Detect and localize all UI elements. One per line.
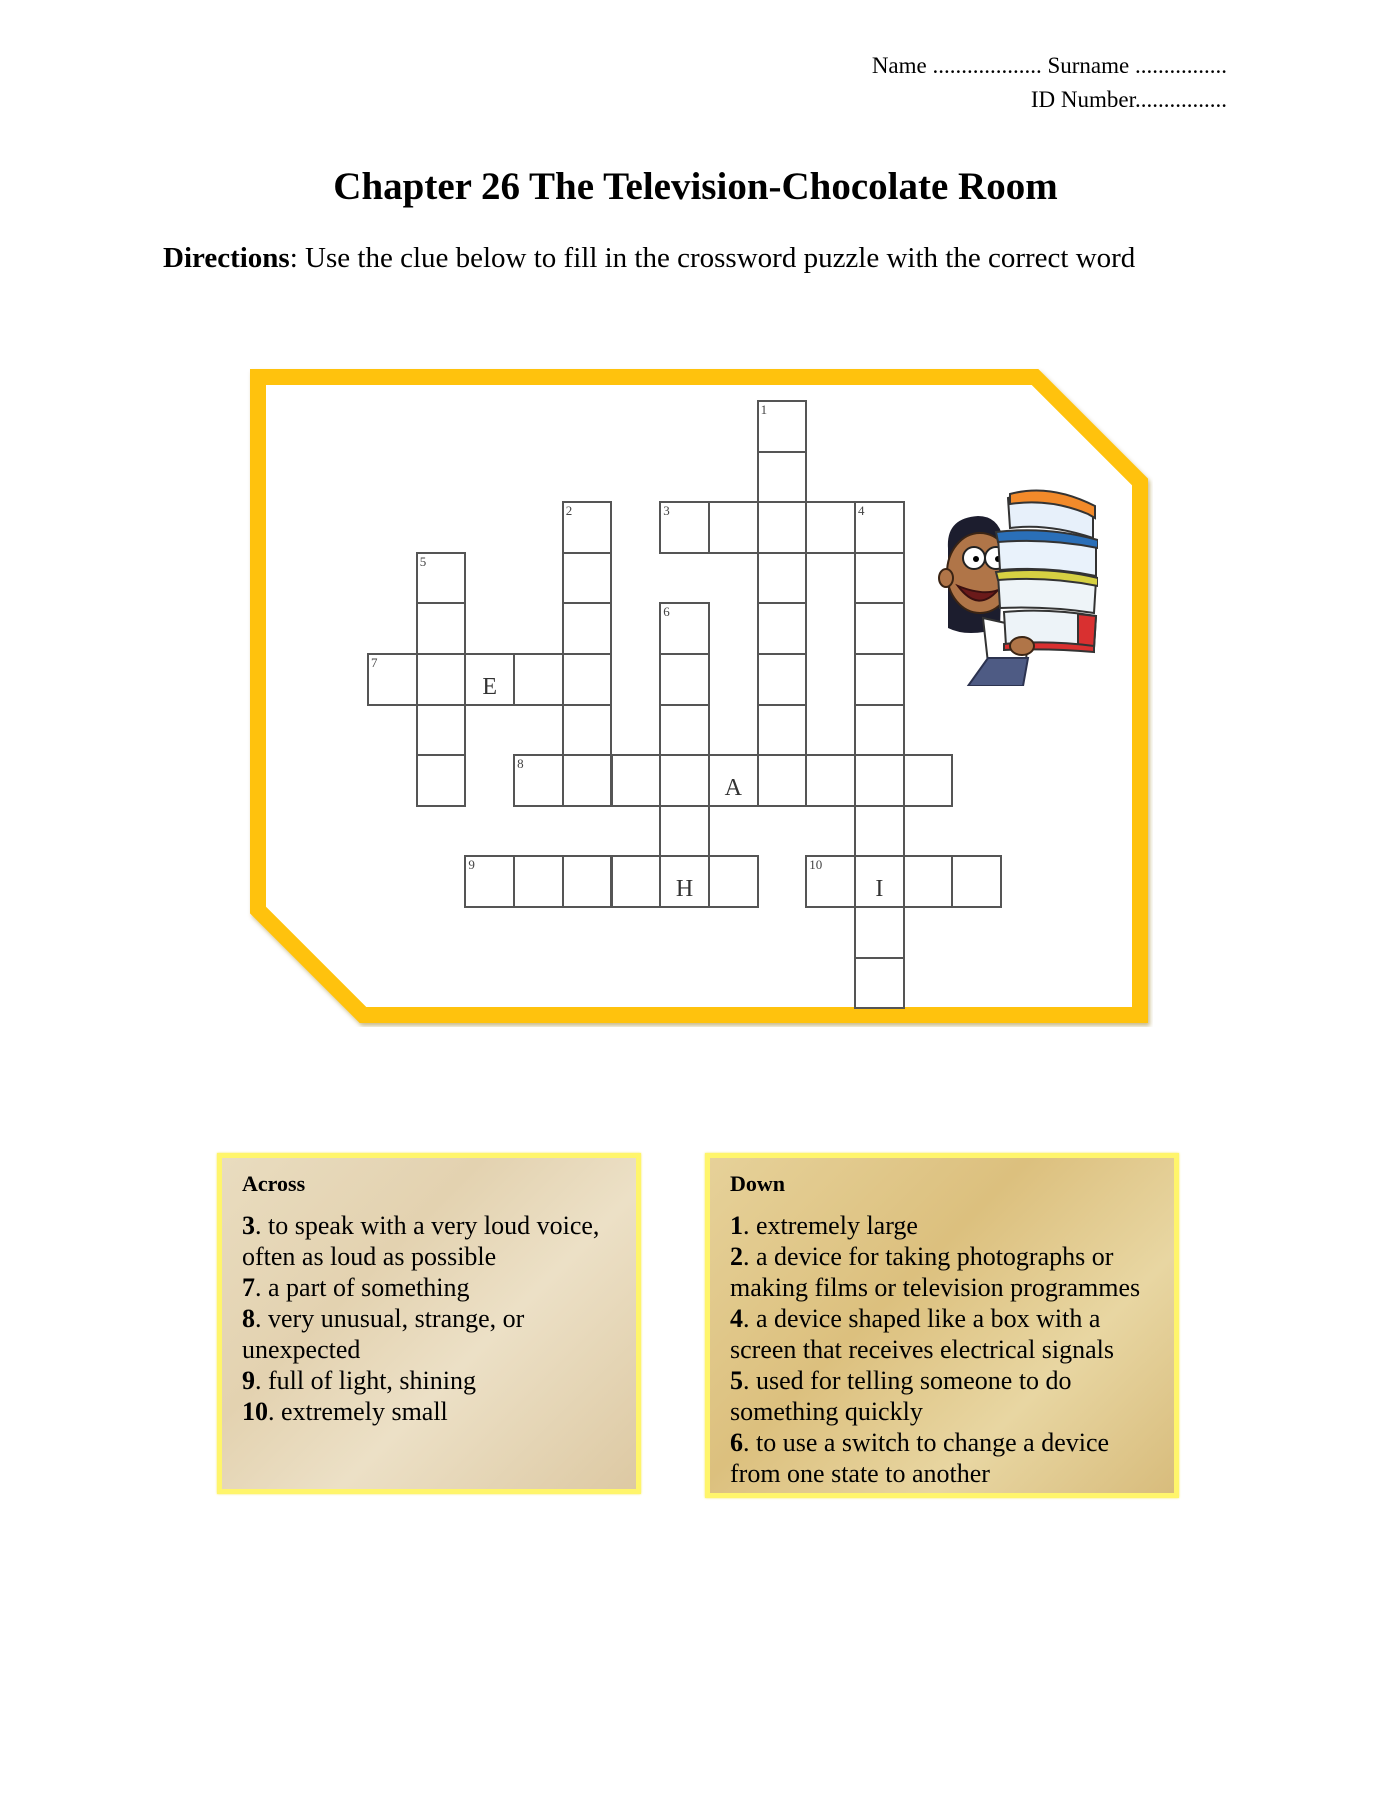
- clue-number-label: 1: [760, 402, 768, 417]
- clue-text: . a device shaped like a box with a screen that receives electrical signals: [730, 1304, 1115, 1364]
- down-clues-box: [705, 1153, 1179, 1498]
- directions-label: Directions: [163, 242, 290, 274]
- crossword-cell[interactable]: [562, 552, 613, 605]
- crossword-cell[interactable]: [708, 855, 759, 908]
- crossword-cell[interactable]: [659, 805, 710, 858]
- clue-number: 4: [730, 1304, 743, 1333]
- crossword-cell[interactable]: [562, 754, 613, 807]
- clue-number-label: 6: [663, 604, 670, 620]
- crossword-cell[interactable]: [854, 906, 905, 959]
- crossword-cell[interactable]: [659, 754, 710, 807]
- down-clue-5: [730, 1365, 1162, 1427]
- across-heading: Across: [242, 1171, 306, 1196]
- crossword-cell[interactable]: [854, 805, 905, 858]
- across-clue-10: [242, 1396, 624, 1427]
- clue-number-label: 5: [419, 553, 427, 569]
- crossword-cell[interactable]: [805, 855, 856, 908]
- clue-text: . to speak with a very loud voice, often as loud as possible: [242, 1211, 600, 1271]
- crossword-cell[interactable]: [708, 754, 759, 807]
- crossword-cell[interactable]: [562, 602, 613, 655]
- crossword-cell[interactable]: [757, 602, 808, 655]
- crossword-cell[interactable]: [562, 855, 613, 908]
- clue-number-label: 9: [468, 857, 475, 873]
- crossword-cell[interactable]: [611, 855, 662, 908]
- crossword-cell[interactable]: [757, 552, 808, 605]
- clue-number: 2: [730, 1242, 743, 1271]
- across-clues-box: [217, 1153, 641, 1494]
- clue-text: . very unusual, strange, or unexpected: [242, 1304, 525, 1364]
- clue-number-label: 8: [517, 756, 524, 772]
- crossword-cell[interactable]: [659, 653, 710, 706]
- name-field[interactable]: ...................: [932, 53, 1042, 78]
- clue-text: . extremely small: [268, 1397, 448, 1426]
- crossword-cell[interactable]: [416, 704, 467, 757]
- clue-number: 6: [730, 1428, 743, 1457]
- crossword-cell[interactable]: [659, 501, 710, 554]
- crossword-cell[interactable]: [854, 501, 905, 554]
- down-heading: Down: [730, 1171, 786, 1196]
- across-clue-7: [242, 1272, 624, 1303]
- clue-number-label: 2: [565, 503, 573, 519]
- given-letter: E: [482, 673, 498, 700]
- page-title: Chapter 26 The Television-Chocolate Room: [333, 165, 1058, 208]
- id-number-line: [1031, 86, 1227, 114]
- crossword-cell[interactable]: [513, 653, 564, 706]
- crossword-cell[interactable]: [757, 653, 808, 706]
- clue-number-label: 7: [371, 655, 378, 670]
- crossword-cell[interactable]: [854, 754, 905, 807]
- crossword-cell[interactable]: [854, 855, 905, 908]
- crossword-cell[interactable]: [854, 653, 905, 706]
- crossword-cell[interactable]: [757, 451, 808, 504]
- crossword-cell[interactable]: [854, 602, 905, 655]
- given-letter: H: [675, 875, 694, 902]
- clue-number: 9: [242, 1366, 255, 1395]
- clue-number: 3: [242, 1211, 255, 1240]
- down-clue-list: [730, 1210, 1162, 1489]
- crossword-cell[interactable]: [562, 501, 613, 554]
- down-clue-2: [730, 1241, 1162, 1303]
- crossword-frame: [243, 365, 1153, 1027]
- crossword-cell[interactable]: [757, 704, 808, 757]
- directions-text: : Use the clue below to fill in the crossword puzzle with the correct word: [289, 242, 1136, 274]
- crossword-cell[interactable]: [903, 754, 954, 807]
- id-number-field[interactable]: ................: [1135, 87, 1227, 112]
- crossword-cell[interactable]: [464, 653, 515, 706]
- surname-label: Surname: [1047, 53, 1130, 78]
- clue-text: . used for telling someone to do something quickly: [730, 1366, 1072, 1426]
- crossword-cell[interactable]: [757, 400, 808, 453]
- crossword-cell[interactable]: [367, 653, 418, 706]
- id-number-label: ID Number: [1030, 87, 1135, 112]
- clue-number: 5: [730, 1366, 743, 1395]
- clue-number-label: 4: [858, 503, 865, 519]
- clue-number: 7: [242, 1273, 255, 1302]
- student-info-line: [872, 52, 1227, 80]
- given-letter: I: [875, 875, 884, 902]
- clue-text: . a part of something: [255, 1273, 470, 1302]
- clue-number-label: 3: [663, 503, 670, 519]
- crossword-cell[interactable]: [611, 754, 662, 807]
- across-clue-3: [242, 1210, 624, 1272]
- clue-number: 1: [730, 1211, 743, 1240]
- crossword-cell[interactable]: [562, 653, 613, 706]
- crossword-cell[interactable]: [562, 704, 613, 757]
- clue-number: 10: [242, 1397, 268, 1426]
- crossword-cell[interactable]: [513, 855, 564, 908]
- crossword-cell[interactable]: [416, 653, 467, 706]
- clue-text: . a device for taking photographs or making films or television programmes: [730, 1242, 1141, 1302]
- down-clue-4: [730, 1303, 1162, 1365]
- across-clue-9: [242, 1365, 624, 1396]
- down-clue-1: [730, 1210, 1162, 1241]
- directions: [163, 240, 1163, 276]
- clue-number: 8: [242, 1304, 255, 1333]
- given-letter: A: [724, 774, 742, 801]
- clue-text: . to use a switch to change a device from one state to another: [730, 1428, 1110, 1488]
- crossword-cell[interactable]: [805, 501, 856, 554]
- clue-number-label: 10: [809, 857, 823, 873]
- girl-carrying-books-icon: [928, 478, 1098, 686]
- crossword-cell[interactable]: [708, 501, 759, 554]
- crossword-cell[interactable]: [805, 754, 856, 807]
- crossword-cell[interactable]: [951, 855, 1002, 908]
- crossword-cell[interactable]: [513, 754, 564, 807]
- crossword-cell[interactable]: [659, 602, 710, 655]
- down-clue-6: [730, 1427, 1162, 1489]
- surname-field[interactable]: ................: [1135, 53, 1227, 78]
- across-clue-list: [242, 1210, 624, 1427]
- crossword-cell[interactable]: [854, 957, 905, 1010]
- crossword-cell[interactable]: [854, 552, 905, 605]
- name-label: Name: [871, 53, 927, 78]
- crossword-cell[interactable]: [854, 704, 905, 757]
- crossword-cell[interactable]: [903, 855, 954, 908]
- crossword-cell[interactable]: [416, 552, 467, 605]
- across-clue-8: [242, 1303, 624, 1365]
- clue-text: . extremely large: [743, 1211, 918, 1240]
- crossword-cell[interactable]: [757, 754, 808, 807]
- crossword-cell[interactable]: [659, 704, 710, 757]
- clue-text: . full of light, shining: [255, 1366, 476, 1395]
- crossword-cell[interactable]: [416, 754, 467, 807]
- crossword-cell[interactable]: [464, 855, 515, 908]
- crossword-cell[interactable]: [757, 501, 808, 554]
- crossword-cell[interactable]: [659, 855, 710, 908]
- crossword-cell[interactable]: [416, 602, 467, 655]
